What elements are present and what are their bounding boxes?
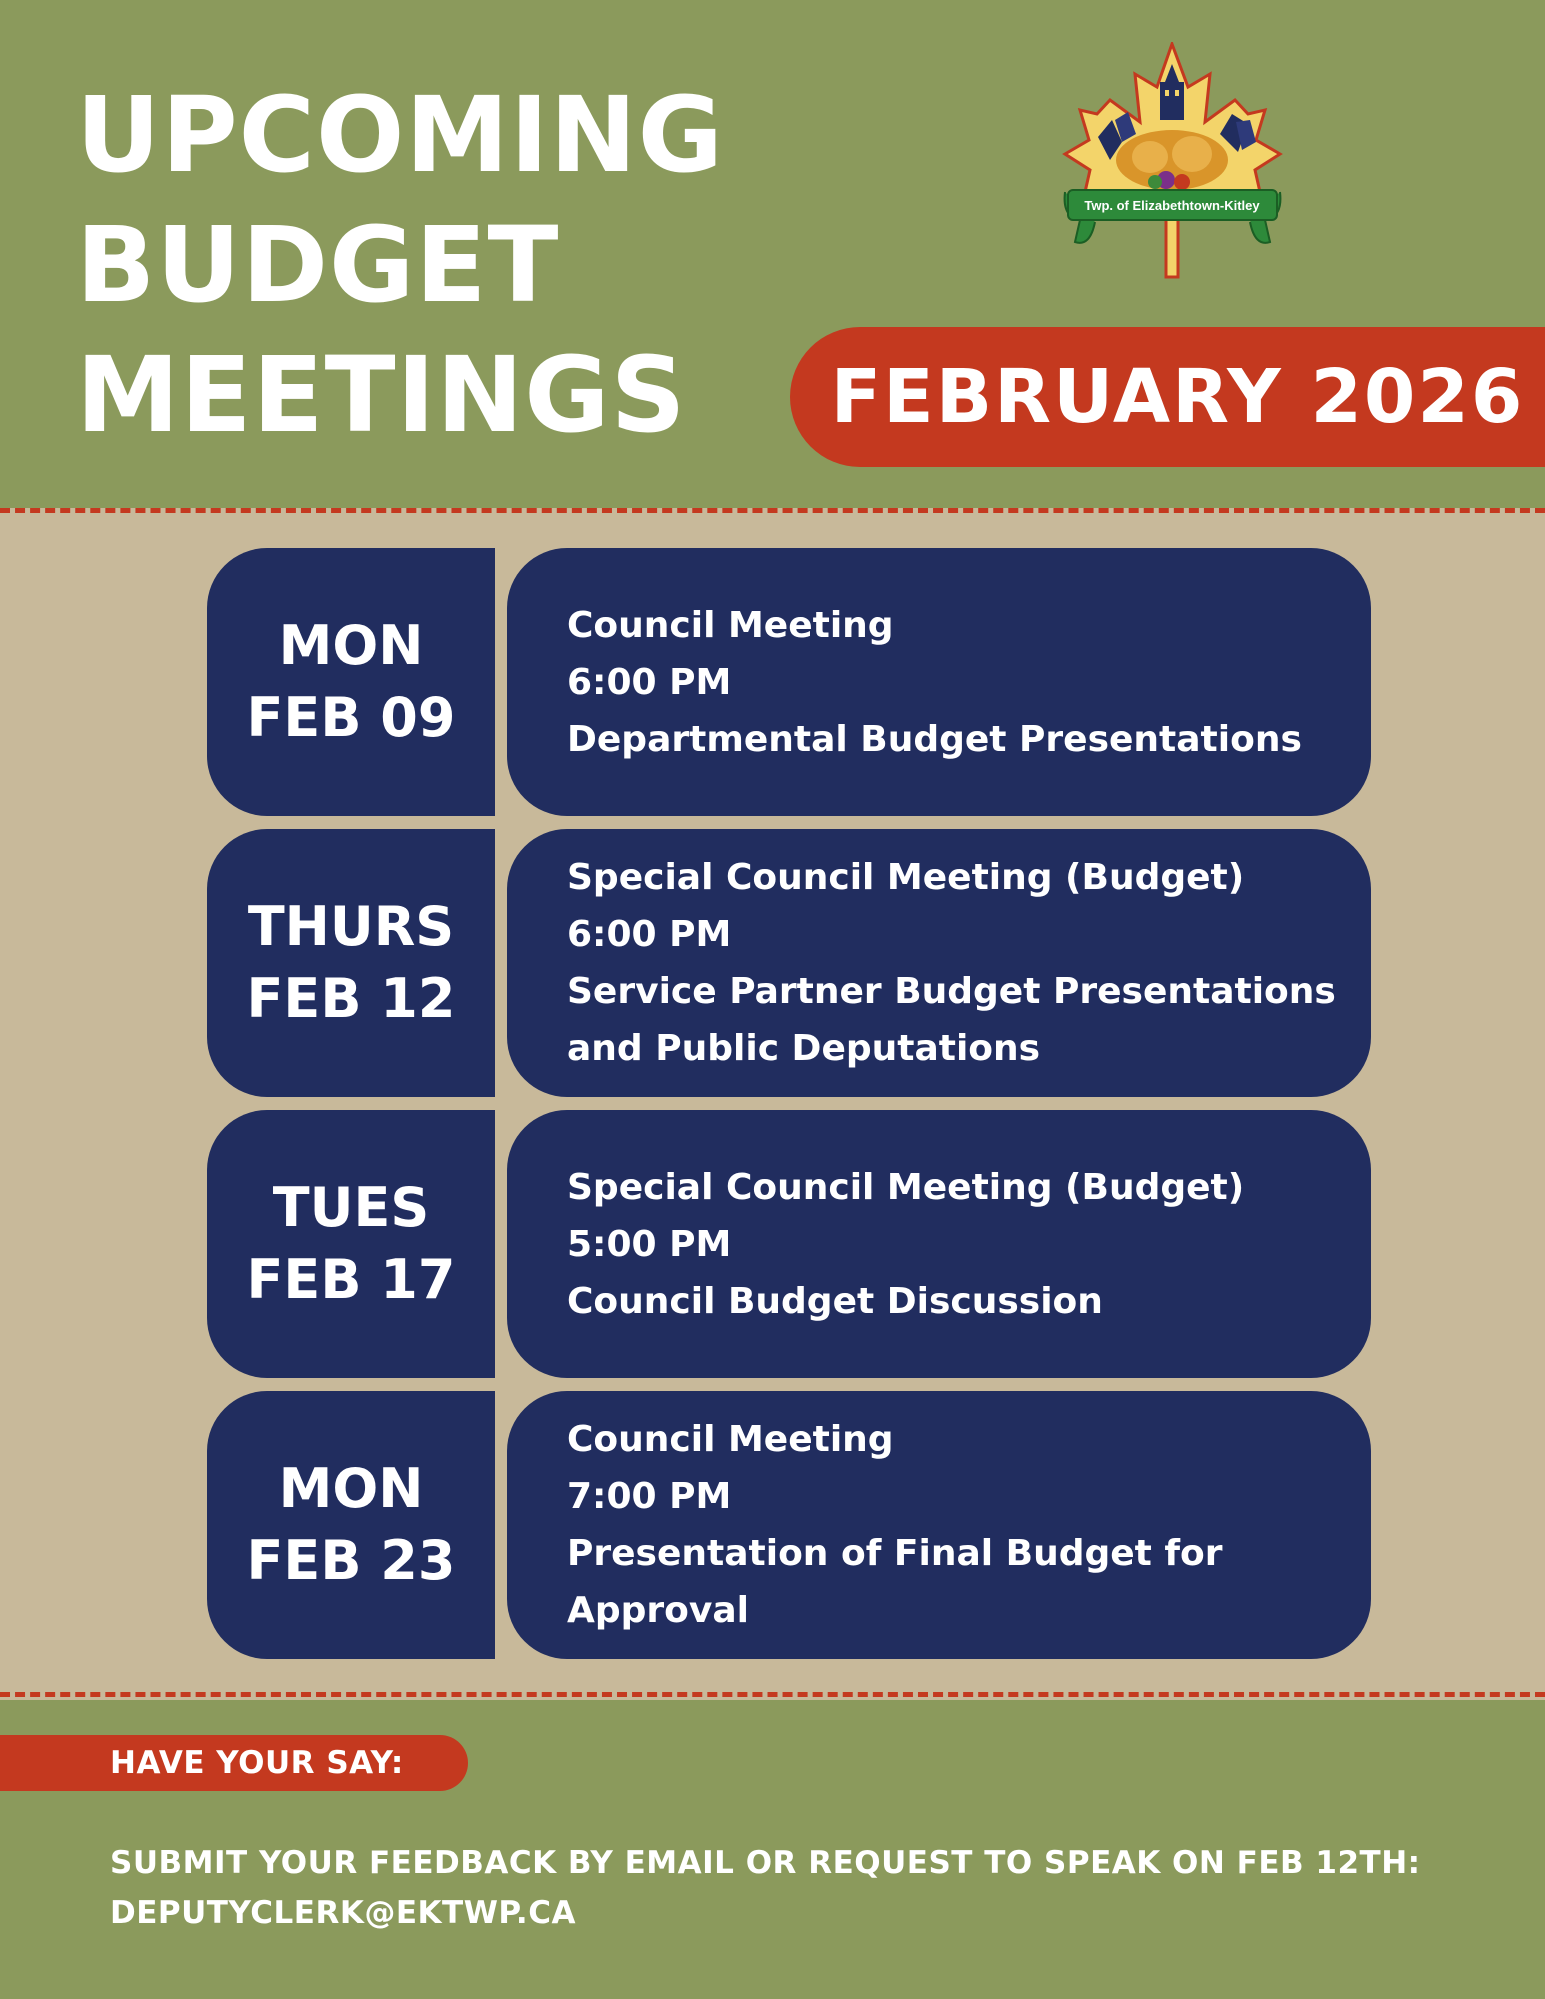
meeting-time: 7:00 PM <box>567 1476 732 1517</box>
township-logo <box>1060 42 1285 282</box>
meeting-day: MON <box>278 1457 424 1520</box>
meeting-time: 5:00 PM <box>567 1223 732 1265</box>
divider-bottom <box>0 1692 1545 1697</box>
page-title <box>76 70 724 460</box>
meeting-description: Approval <box>567 1590 749 1631</box>
meeting-description: Presentation of Final Budget for <box>567 1533 1223 1574</box>
meeting-day: MON <box>278 614 424 677</box>
divider-top <box>0 508 1545 513</box>
meeting-date: FEB 09 <box>246 686 456 749</box>
feedback-text <box>110 1838 1421 1938</box>
meeting-date-box <box>207 829 495 1097</box>
title-line-3: MEETINGS <box>76 334 687 456</box>
feedback-instructions: SUBMIT YOUR FEEDBACK BY EMAIL OR REQUEST TO SPEAK ON FEB 12TH: <box>110 1845 1421 1881</box>
meeting-description: Council Budget Discussion <box>567 1280 1103 1322</box>
month-badge <box>790 327 1545 467</box>
meeting-description: and Public Deputations <box>567 1028 1041 1069</box>
meeting-description: Departmental Budget Presentations <box>567 718 1302 760</box>
meeting-time: 6:00 PM <box>567 661 732 703</box>
meeting-date: FEB 12 <box>246 967 456 1030</box>
meeting-date: FEB 23 <box>246 1529 456 1592</box>
meeting-title: Council Meeting <box>567 604 894 646</box>
title-line-2: BUDGET <box>76 204 560 326</box>
contact-email[interactable]: DEPUTYCLERK@EKTWP.CA <box>110 1895 576 1931</box>
meeting-title: Special Council Meeting (Budget) <box>567 857 1245 898</box>
meeting-details <box>507 548 1371 816</box>
logo-text: Twp. of Elizabethtown-Kitley <box>1084 198 1260 213</box>
meeting-day: TUES <box>272 1176 430 1239</box>
meeting-title: Council Meeting <box>567 1419 894 1460</box>
title-line-1: UPCOMING <box>76 74 724 196</box>
meeting-time: 6:00 PM <box>567 914 732 955</box>
meeting-details <box>507 1110 1371 1378</box>
have-your-say-badge <box>0 1735 468 1791</box>
meeting-title: Special Council Meeting (Budget) <box>567 1166 1245 1208</box>
meeting-details <box>507 829 1371 1097</box>
meeting-date-box <box>207 1391 495 1659</box>
meeting-description: Service Partner Budget Presentations <box>567 971 1336 1012</box>
month-label: FEBRUARY 2026 <box>830 354 1525 440</box>
meeting-date-box <box>207 548 495 816</box>
meeting-date: FEB 17 <box>246 1248 456 1311</box>
meeting-date-box <box>207 1110 495 1378</box>
have-your-say-label: HAVE YOUR SAY: <box>110 1745 404 1781</box>
meeting-details <box>507 1391 1371 1659</box>
meeting-day: THURS <box>247 895 455 958</box>
